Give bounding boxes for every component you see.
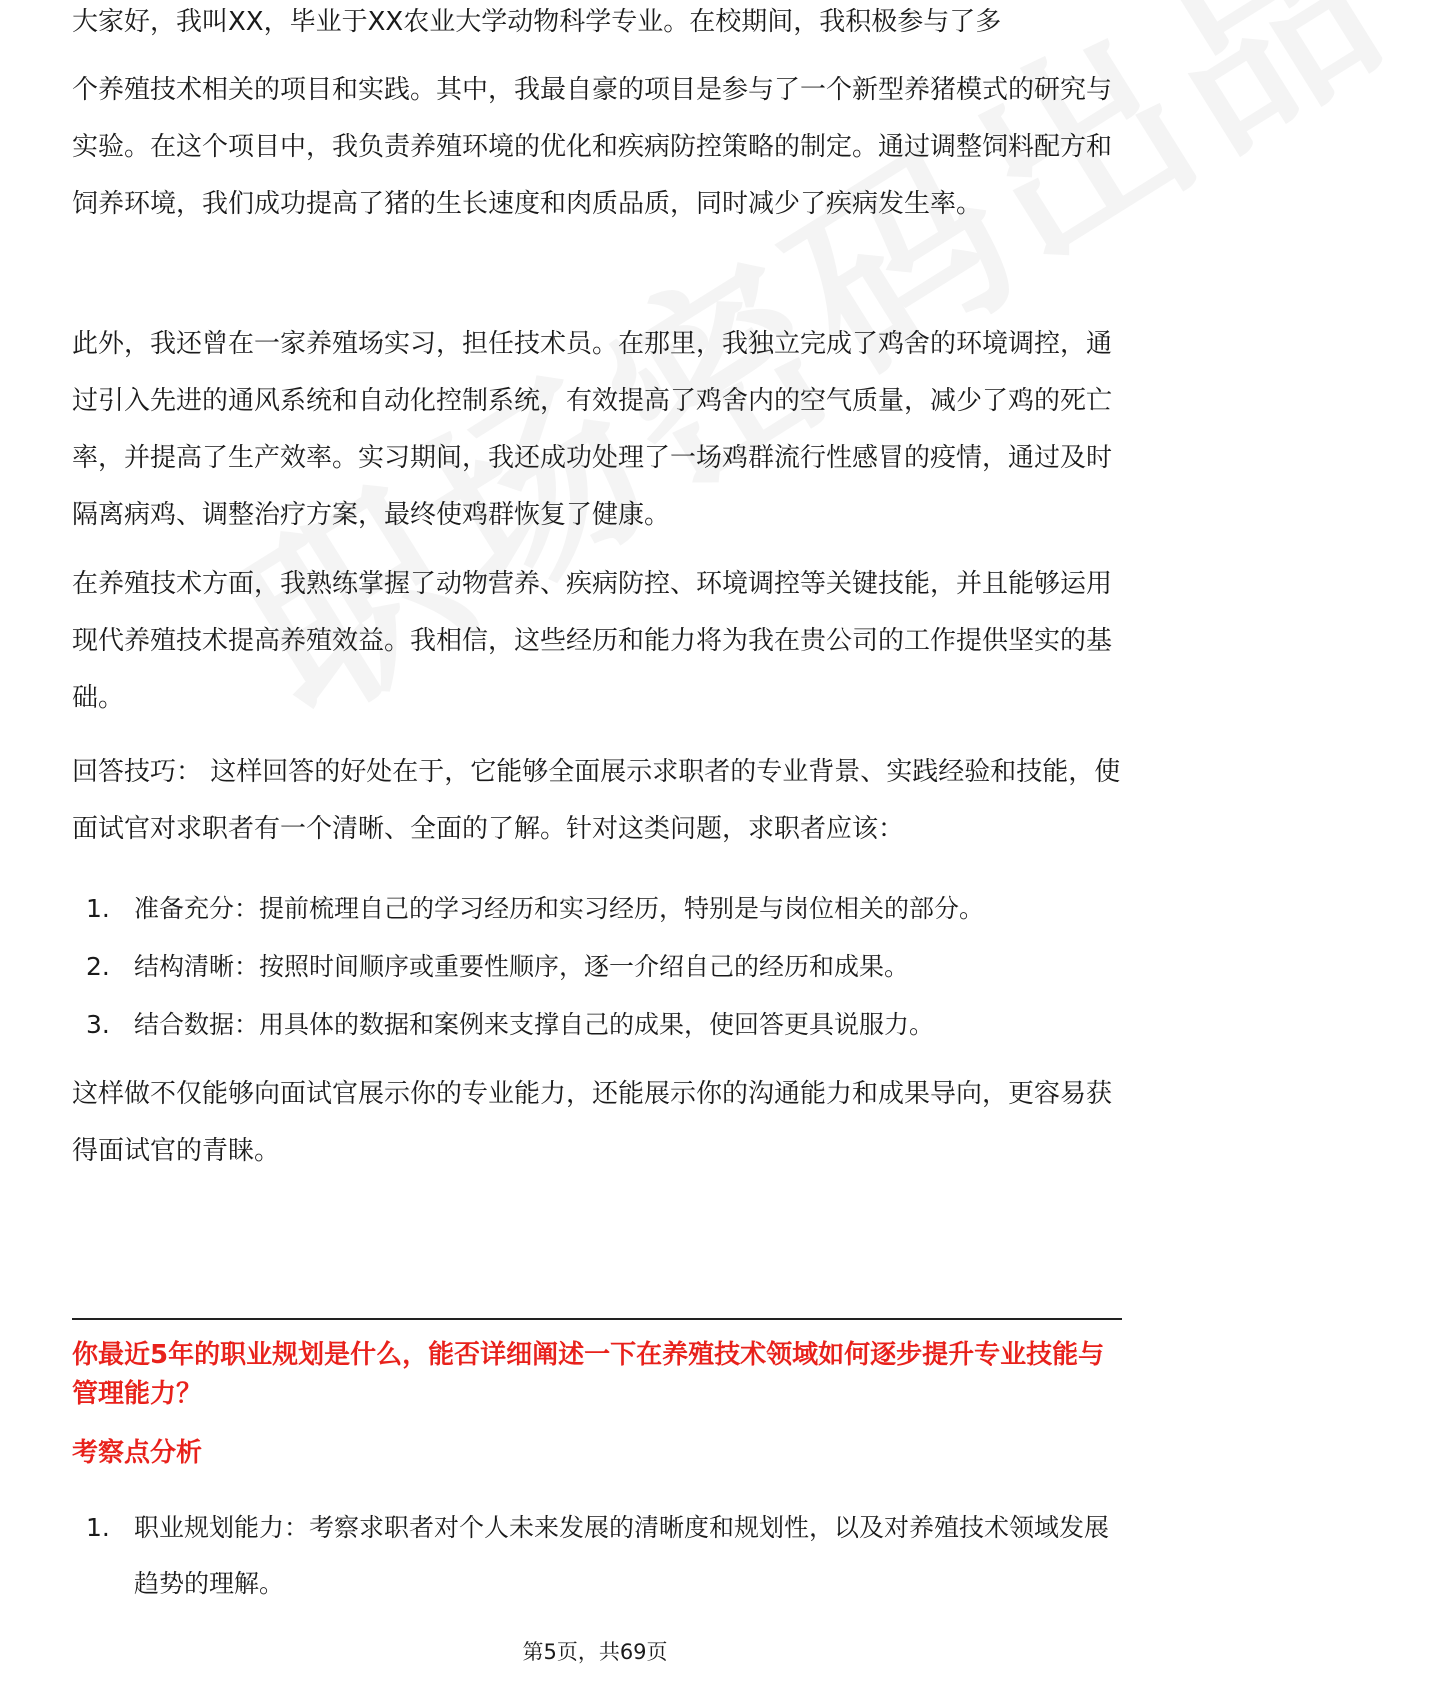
question-title: 你最近5年的职业规划是什么，能否详细阐述一下在养殖技术领域如何逐步提升专业技能与管理能力？ — [72, 1340, 1105, 1409]
intro-paragraph-3: 在养殖技术方面，我熟练掌握了动物营养、疾病防控、环境调控等关键技能，并且能够运用现代养殖技术提高养殖效益。我相信，这些经历和能力将为我在贵公司的工作提供坚实的基础。 — [72, 569, 1113, 713]
list-item-text: 结合数据：用具体的数据和案例来支撑自己的成果，使回答更具说服力。 — [134, 1010, 935, 1039]
tips-list — [72, 880, 1122, 1054]
analysis-heading: 考察点分析 — [72, 1438, 203, 1468]
cut-off-line-text: 大家好，我叫XX，毕业于XX农业大学动物科学专业。在校期间，我积极参与了多 — [72, 7, 1002, 37]
list-item — [72, 938, 1122, 996]
intro-paragraph-2: 此外，我还曾在一家养殖场实习，担任技术员。在那里，我独立完成了鸡舍的环境调控，通过引入先进的通风系统和自动化控制系统，有效提高了鸡舍内的空气质量，减少了鸡的死亡率，并提高了生产效率。实习期间，我还成功处理了一场鸡群流行性感冒的疫情，通过及时隔离病鸡、调整治疗方案，最终使鸡群恢复了健康。 — [72, 329, 1113, 530]
page-number-footer: 第5页，共69页 — [522, 1640, 668, 1664]
tips-block — [72, 744, 1122, 858]
section-divider — [72, 1318, 1122, 1320]
list-item-text: 职业规划能力：考察求职者对个人未来发展的清晰度和规划性，以及对养殖技术领域发展趋势的理解。 — [134, 1513, 1110, 1598]
list-item — [72, 880, 1122, 938]
tips-closing-paragraph: 这样做不仅能够向面试官展示你的专业能力，还能展示你的沟通能力和成果导向，更容易获得面试官的青睐。 — [72, 1079, 1113, 1166]
list-number: 1. — [86, 894, 110, 923]
analysis-list — [72, 1500, 1122, 1612]
list-item — [72, 1500, 1122, 1612]
answer-body — [72, 62, 1122, 233]
list-item-text: 结构清晰：按照时间顺序或重要性顺序，逐一介绍自己的经历和成果。 — [134, 952, 910, 981]
answer-body-3 — [72, 556, 1122, 727]
cut-off-first-line — [72, 7, 1122, 57]
list-item-text: 准备充分：提前梳理自己的学习经历和实习经历，特别是与岗位相关的部分。 — [134, 894, 985, 923]
list-number: 3. — [86, 1010, 110, 1039]
analysis-list-block — [72, 1500, 1122, 1612]
answer-body-2 — [72, 316, 1122, 544]
intro-paragraph-1: 个养殖技术相关的项目和实践。其中，我最自豪的项目是参与了一个新型养猪模式的研究与实验。在这个项目中，我负责养殖环境的优化和疾病防控策略的制定。通过调整饲料配方和饲养环境，我们成功提高了猪的生长速度和肉质品质，同时减少了疾病发生率。 — [72, 75, 1113, 219]
tips-closing-block — [72, 1066, 1122, 1180]
tips-paragraph: 回答技巧： 这样回答的好处在于，它能够全面展示求职者的专业背景、实践经验和技能，使面试官对求职者有一个清晰、全面的了解。针对这类问题，求职者应该： — [72, 757, 1121, 844]
list-number: 1. — [86, 1513, 110, 1542]
tips-list-block — [72, 880, 1122, 1054]
list-number: 2. — [86, 952, 110, 981]
list-item — [72, 996, 1122, 1054]
